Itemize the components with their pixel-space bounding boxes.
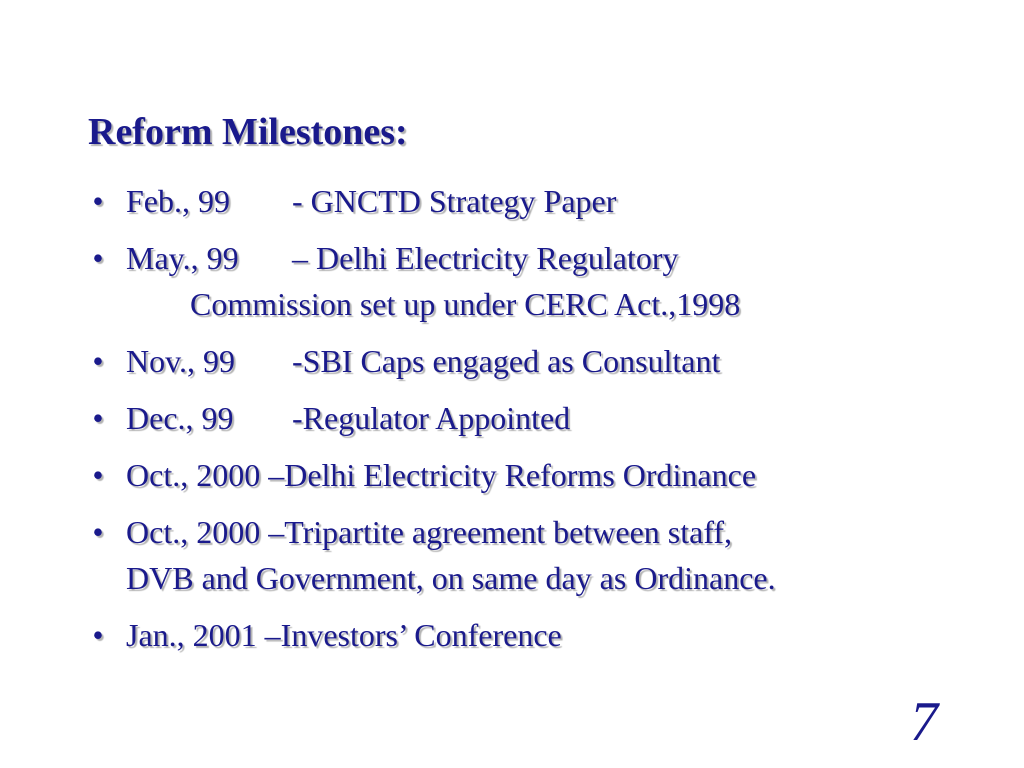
bullet-icon: • — [92, 240, 104, 276]
milestone-text: Oct., 2000 –Delhi Electricity Reforms Ordinance — [126, 457, 757, 493]
slide-title: Reform Milestones: — [88, 111, 408, 153]
bullet-icon: • — [92, 183, 104, 219]
list-item — [88, 178, 988, 224]
milestone-date: Nov., 99 — [126, 343, 236, 379]
milestone-text: - GNCTD Strategy Paper — [292, 183, 617, 219]
list-item — [88, 452, 988, 498]
milestone-text: Jan., 2001 –Investors’ Conference — [126, 617, 562, 653]
milestone-text-continued: DVB and Government, on same day as Ordinance. — [126, 560, 776, 596]
bullet-icon: • — [92, 343, 104, 379]
milestone-text-continued: Commission set up under CERC Act.,1998 — [190, 286, 741, 322]
list-item — [88, 338, 988, 384]
list-item — [88, 395, 988, 441]
bullet-icon: • — [92, 514, 104, 550]
milestone-text: -Regulator Appointed — [292, 400, 571, 436]
milestone-text: Oct., 2000 –Tripartite agreement between staff, — [126, 514, 733, 550]
bullet-icon: • — [92, 617, 104, 653]
milestone-date: Dec., 99 — [126, 400, 234, 436]
bullet-icon: • — [92, 400, 104, 436]
milestone-text: -SBI Caps engaged as Consultant — [292, 343, 721, 379]
milestone-list — [88, 178, 988, 669]
list-item — [88, 509, 988, 601]
list-item — [88, 612, 988, 658]
page-number: 7 — [910, 691, 938, 753]
bullet-icon: • — [92, 457, 104, 493]
milestone-date: May., 99 — [126, 240, 239, 276]
milestone-text: – Delhi Electricity Regulatory — [292, 240, 679, 276]
list-item — [88, 235, 988, 327]
milestone-date: Feb., 99 — [126, 183, 230, 219]
